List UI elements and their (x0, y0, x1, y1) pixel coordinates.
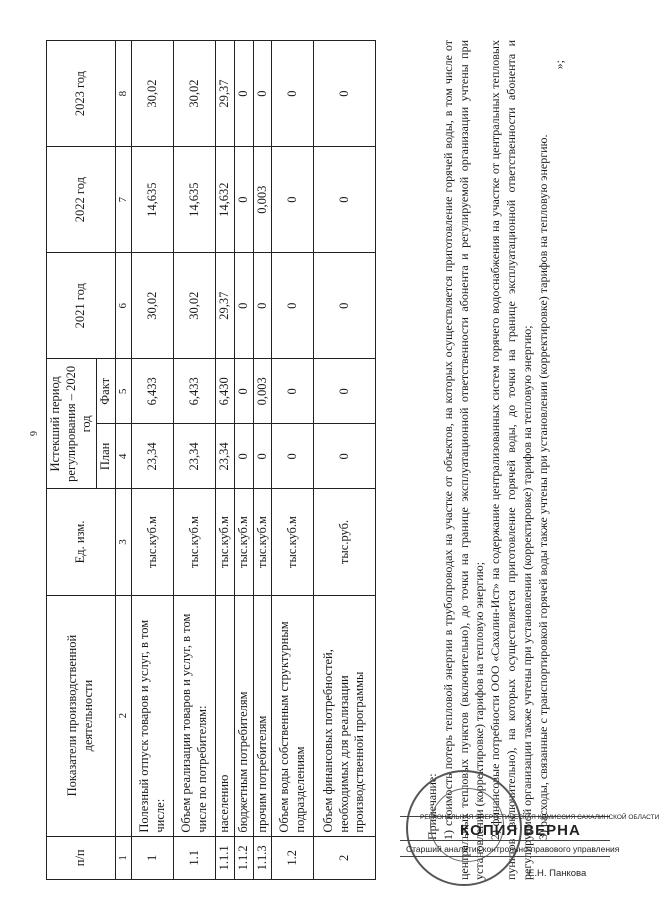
row-2021: 0 (272, 253, 314, 359)
row-name: Объем финансовых потребностей, необходимых для реализации производственной программы (314, 595, 376, 836)
row-plan: 0 (253, 424, 272, 489)
row-2022: 0 (234, 147, 253, 253)
col-number: 7 (115, 147, 132, 253)
header-current-period: Истекший период регулирования – 2020 год (47, 359, 97, 489)
col-number: 1 (115, 836, 132, 879)
row-num: 2 (314, 836, 376, 879)
row-name: Полезный отпуск товаров и услуг, в том числе: (132, 595, 174, 836)
row-2023: 30,02 (132, 41, 174, 147)
table-row (253, 41, 272, 880)
stamp-position: Старший аналитик контрольно-правового управления (406, 844, 620, 854)
stamp-copy-text: КОПИЯ ВЕРНА (460, 822, 581, 839)
row-2022: 14,635 (132, 147, 174, 253)
row-num: 1.1 (174, 836, 216, 879)
row-2023: 0 (272, 41, 314, 147)
page-number: 6 (27, 431, 38, 436)
row-plan: 23,34 (174, 424, 216, 489)
row-num: 1.1.2 (234, 836, 253, 879)
row-num: 1.2 (272, 836, 314, 879)
notes-section (425, 40, 567, 880)
row-unit: тыс.куб.м (272, 489, 314, 595)
row-unit: тыс.куб.м (216, 489, 235, 595)
row-num: 1 (132, 836, 174, 879)
row-2021: 30,02 (132, 253, 174, 359)
column-number-row (115, 41, 132, 880)
row-plan: 0 (234, 424, 253, 489)
stamp-signatory-name: Е.Н. Панкова (528, 868, 587, 879)
table-row (216, 41, 235, 880)
row-2023: 30,02 (174, 41, 216, 147)
production-indicators-table (46, 40, 376, 880)
row-2021: 0 (253, 253, 272, 359)
table-row (132, 41, 174, 880)
row-fact: 6,433 (132, 359, 174, 424)
row-unit: тыс.куб.м (234, 489, 253, 595)
rotated-page-content (40, 30, 600, 890)
row-plan: 0 (272, 424, 314, 489)
row-2021: 29,37 (216, 253, 235, 359)
header-2023: 2023 год (47, 41, 116, 147)
row-name: населению (216, 595, 235, 836)
table-row (272, 41, 314, 880)
row-unit: тыс.куб.м (174, 489, 216, 595)
header-plan: План (96, 424, 115, 489)
row-2021: 0 (314, 253, 376, 359)
header-2022: 2022 год (47, 147, 116, 253)
row-2022: 0 (272, 147, 314, 253)
row-fact: 6,433 (174, 359, 216, 424)
col-number: 4 (115, 424, 132, 489)
row-plan: 23,34 (216, 424, 235, 489)
col-number: 3 (115, 489, 132, 595)
notes-title: Примечание: (425, 773, 439, 840)
col-number: 6 (115, 253, 132, 359)
row-2023: 29,37 (216, 41, 235, 147)
table-row (314, 41, 376, 880)
row-num: 1.1.3 (253, 836, 272, 879)
row-name: Объем реализации товаров и услуг, в том числе по потребителям: (174, 595, 216, 836)
certification-stamp (400, 770, 659, 890)
row-name: прочим потребителям (253, 595, 272, 836)
header-indicator: Показатели производственной деятельности (47, 595, 116, 836)
col-number: 8 (115, 41, 132, 147)
header-unit: Ед. изм. (47, 489, 116, 595)
note-closing-quote: »; (551, 60, 566, 70)
row-name: бюджетным потребителям (234, 595, 253, 836)
row-unit: тыс.куб.м (253, 489, 272, 595)
row-fact: 0,003 (253, 359, 272, 424)
table-row (174, 41, 216, 880)
row-fact: 0 (314, 359, 376, 424)
row-plan: 0 (314, 424, 376, 489)
row-unit: тыс.руб. (314, 489, 376, 595)
row-2022: 14,632 (216, 147, 235, 253)
header-2021: 2021 год (47, 253, 116, 359)
row-plan: 23,34 (132, 424, 174, 489)
row-fact: 0 (234, 359, 253, 424)
row-2023: 0 (234, 41, 253, 147)
row-name: Объем воды собственным структурным подразделениям (272, 595, 314, 836)
table-row (234, 41, 253, 880)
header-fact: Факт (96, 359, 115, 424)
row-2023: 0 (253, 41, 272, 147)
col-number: 5 (115, 359, 132, 424)
header-num: п/п (47, 836, 116, 879)
row-2023: 0 (314, 41, 376, 147)
note-item: 1) стоимость потерь тепловой энергии в трубопроводах на участке от объектов, на которых осуществляется приготовление горячей воды, в том числе от центральных тепловых пунктов (включительно), до точки на границе эксплуатационной ответственности абонента и регулируемой организации учтены при установлении (корректировке) тарифов на тепловую энергию; (440, 40, 487, 880)
row-2022: 0 (314, 147, 376, 253)
row-unit: тыс.куб.м (132, 489, 174, 595)
col-number: 2 (115, 595, 132, 836)
note-item: 2) финансовые потребности ООО «Сахалин-Ист» на содержание централизованных систем горячего водоснабжения на участке от центральных тепловых пунктов (включительно), на которых осуществляется приготовление горячей воды, до точки на границе эксплуатационной ответственности абонента и регулируемой организации также учтены при установлении (корректировке) тарифов на тепловую энергию; (488, 40, 534, 880)
row-2021: 30,02 (174, 253, 216, 359)
stamp-organization: РЕГИОНАЛЬНАЯ ЭНЕРГЕТИЧЕСКАЯ КОМИССИЯ САХАЛИНСКОЙ ОБЛАСТИ (420, 814, 659, 821)
row-2021: 0 (234, 253, 253, 359)
row-fact: 6,430 (216, 359, 235, 424)
row-2022: 0,003 (253, 147, 272, 253)
row-fact: 0 (272, 359, 314, 424)
row-num: 1.1.1 (216, 836, 235, 879)
note-item: 3) расходы, связанные с транспортировкой горячей воды также учтены при установлении (корректировке) тарифов на тепловую энергию. (535, 134, 550, 840)
row-2022: 14,635 (174, 147, 216, 253)
